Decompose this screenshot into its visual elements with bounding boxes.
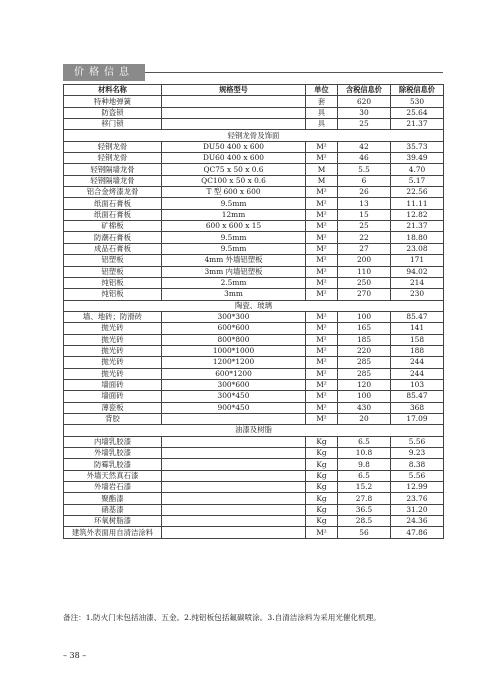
- cell-name: 防盗锁: [64, 107, 162, 118]
- table-row: [64, 493, 444, 504]
- cell-spec: [162, 482, 306, 493]
- cell-name: 墙面砖: [64, 391, 162, 402]
- cell-pretax-price: 8.38: [391, 459, 444, 470]
- cell-pretax-price: 214: [391, 277, 444, 288]
- cell-pretax-price: 22.56: [391, 187, 444, 198]
- cell-pretax-price: 24.36: [391, 516, 444, 527]
- table-row: [64, 436, 444, 447]
- cell-pretax-price: 244: [391, 357, 444, 368]
- cell-name: 矿棉板: [64, 221, 162, 232]
- cell-name: 抛光砖: [64, 345, 162, 356]
- table-row: [64, 141, 444, 152]
- cell-tax-price: 6.5: [338, 470, 391, 481]
- cell-pretax-price: 188: [391, 345, 444, 356]
- cell-spec: 800*800: [162, 334, 306, 345]
- cell-unit: Kg: [306, 459, 338, 470]
- cell-spec: 2.5mm: [162, 277, 306, 288]
- table-row: [64, 289, 444, 300]
- cell-spec: 300*600: [162, 379, 306, 390]
- cell-tax-price: 25: [338, 221, 391, 232]
- cell-unit: M²: [306, 334, 338, 345]
- cell-pretax-price: 11.11: [391, 198, 444, 209]
- table-row: [64, 175, 444, 186]
- cell-tax-price: 110: [338, 266, 391, 277]
- cell-unit: Kg: [306, 436, 338, 447]
- cell-name: 铝合金烤漆龙骨: [64, 187, 162, 198]
- cell-pretax-price: 17.09: [391, 413, 444, 424]
- page-number: – 38 –: [63, 651, 87, 660]
- cell-tax-price: 10.8: [338, 448, 391, 459]
- cell-pretax-price: 9.23: [391, 448, 444, 459]
- cell-name: 防霉乳胶漆: [64, 459, 162, 470]
- cell-tax-price: 120: [338, 379, 391, 390]
- table-row: [64, 516, 444, 527]
- table-row: [64, 198, 444, 209]
- cell-pretax-price: 35.73: [391, 141, 444, 152]
- table-row: [64, 96, 444, 107]
- cell-tax-price: 165: [338, 323, 391, 334]
- table-row: [64, 221, 444, 232]
- cell-unit: M²: [306, 198, 338, 209]
- cell-spec: 9.5mm: [162, 232, 306, 243]
- cell-unit: M²: [306, 153, 338, 164]
- cell-name: 成品石膏板: [64, 243, 162, 254]
- table-row: [64, 266, 444, 277]
- cell-unit: M²: [306, 209, 338, 220]
- cell-unit: Kg: [306, 504, 338, 515]
- cell-spec: [162, 459, 306, 470]
- table-row: [64, 527, 444, 538]
- footnote: 备注：1.防火门未包括油漆、五金。2.纯铝板包括氟碳喷涂。3.自清洁涂料为采用光催化机理。: [63, 613, 381, 622]
- table-row: [64, 107, 444, 118]
- cell-unit: M²: [306, 357, 338, 368]
- cell-spec: [162, 516, 306, 527]
- cell-name: 抛光砖: [64, 334, 162, 345]
- cell-tax-price: 15.2: [338, 482, 391, 493]
- table-body: [64, 96, 444, 538]
- cell-unit: M²: [306, 255, 338, 266]
- table-row: [64, 448, 444, 459]
- cell-spec: [162, 493, 306, 504]
- cell-spec: QC75 x 50 x 0.6: [162, 164, 306, 175]
- cell-unit: M²: [306, 323, 338, 334]
- cell-tax-price: 6.5: [338, 436, 391, 447]
- cell-tax-price: 27.8: [338, 493, 391, 504]
- cell-tax-price: 9.8: [338, 459, 391, 470]
- cell-unit: M²: [306, 368, 338, 379]
- cell-name: 铝塑板: [64, 255, 162, 266]
- section-heading: 油漆及树脂: [64, 425, 444, 436]
- cell-tax-price: 30: [338, 107, 391, 118]
- cell-tax-price: 13: [338, 198, 391, 209]
- cell-name: 外墙天然真石漆: [64, 470, 162, 481]
- cell-unit: M²: [306, 311, 338, 322]
- table-row: [64, 119, 444, 130]
- section-heading: 陶瓷、玻璃: [64, 300, 444, 311]
- cell-spec: 600 x 600 x 15: [162, 221, 306, 232]
- cell-spec: [162, 436, 306, 447]
- cell-pretax-price: 12.99: [391, 482, 444, 493]
- cell-spec: [162, 504, 306, 515]
- cell-unit: M²: [306, 413, 338, 424]
- section-heading-row: [64, 300, 444, 311]
- cell-unit: M²: [306, 277, 338, 288]
- cell-pretax-price: 85.47: [391, 311, 444, 322]
- cell-tax-price: 200: [338, 255, 391, 266]
- cell-spec: [162, 448, 306, 459]
- cell-unit: M: [306, 164, 338, 175]
- cell-pretax-price: 4.70: [391, 164, 444, 175]
- cell-unit: 具: [306, 107, 338, 118]
- cell-pretax-price: 368: [391, 402, 444, 413]
- cell-unit: M²: [306, 379, 338, 390]
- cell-name: 特种地弹簧: [64, 96, 162, 107]
- cell-unit: M²: [306, 187, 338, 198]
- cell-tax-price: 26: [338, 187, 391, 198]
- cell-tax-price: 430: [338, 402, 391, 413]
- table-row: [64, 323, 444, 334]
- cell-unit: M²: [306, 391, 338, 402]
- cell-tax-price: 100: [338, 391, 391, 402]
- cell-unit: Kg: [306, 448, 338, 459]
- cell-pretax-price: 47.86: [391, 527, 444, 538]
- cell-pretax-price: 158: [391, 334, 444, 345]
- cell-name: 轻钢隔墙龙骨: [64, 175, 162, 186]
- cell-pretax-price: 5.56: [391, 470, 444, 481]
- cell-pretax-price: 171: [391, 255, 444, 266]
- cell-spec: [162, 527, 306, 538]
- cell-spec: [162, 96, 306, 107]
- cell-tax-price: 5.5: [338, 164, 391, 175]
- column-header-name: 材料名称: [64, 85, 162, 96]
- column-header-unit: 单位: [306, 85, 338, 96]
- cell-unit: M: [306, 175, 338, 186]
- cell-spec: [162, 119, 306, 130]
- cell-pretax-price: 103: [391, 379, 444, 390]
- cell-tax-price: 6: [338, 175, 391, 186]
- section-title: 价格信息: [74, 67, 134, 78]
- cell-spec: 12mm: [162, 209, 306, 220]
- header-divider: [145, 72, 443, 73]
- cell-pretax-price: 230: [391, 289, 444, 300]
- cell-name: 墙面砖: [64, 379, 162, 390]
- cell-name: 铝塑板: [64, 266, 162, 277]
- cell-name: 硝基漆: [64, 504, 162, 515]
- cell-pretax-price: 31.20: [391, 504, 444, 515]
- cell-name: 轻钢龙骨: [64, 153, 162, 164]
- cell-name: 外墙岩石漆: [64, 482, 162, 493]
- cell-pretax-price: 21.37: [391, 221, 444, 232]
- cell-spec: DU50 400 x 600: [162, 141, 306, 152]
- cell-tax-price: 20: [338, 413, 391, 424]
- cell-name: 纸面石膏板: [64, 198, 162, 209]
- cell-pretax-price: 12.82: [391, 209, 444, 220]
- cell-spec: 9.5mm: [162, 198, 306, 209]
- cell-unit: Kg: [306, 493, 338, 504]
- table-row: [64, 470, 444, 481]
- cell-spec: [162, 470, 306, 481]
- table-row: [64, 482, 444, 493]
- cell-spec: 900*450: [162, 402, 306, 413]
- cell-pretax-price: 5.56: [391, 436, 444, 447]
- section-heading-row: [64, 130, 444, 141]
- cell-unit: M²: [306, 141, 338, 152]
- cell-unit: M²: [306, 221, 338, 232]
- table-row: [64, 187, 444, 198]
- cell-spec: DU60 400 x 600: [162, 153, 306, 164]
- table-row: [64, 402, 444, 413]
- cell-spec: 4mm 外墙铝塑板: [162, 255, 306, 266]
- cell-pretax-price: 18.80: [391, 232, 444, 243]
- cell-tax-price: 285: [338, 368, 391, 379]
- cell-tax-price: 27: [338, 243, 391, 254]
- cell-spec: T 型 600 x 600: [162, 187, 306, 198]
- cell-spec: 600*1200: [162, 368, 306, 379]
- cell-tax-price: 185: [338, 334, 391, 345]
- cell-spec: 3mm 内墙铝塑板: [162, 266, 306, 277]
- cell-name: 环氧树脂漆: [64, 516, 162, 527]
- table-row: [64, 368, 444, 379]
- cell-name: 抛光砖: [64, 357, 162, 368]
- table-row: [64, 209, 444, 220]
- table-row: [64, 334, 444, 345]
- table-row: [64, 243, 444, 254]
- cell-tax-price: 100: [338, 311, 391, 322]
- cell-pretax-price: 141: [391, 323, 444, 334]
- cell-name: 抛光砖: [64, 323, 162, 334]
- column-header-spec: 规格型号: [162, 85, 306, 96]
- cell-tax-price: 270: [338, 289, 391, 300]
- cell-spec: [162, 107, 306, 118]
- cell-name: 聚酯漆: [64, 493, 162, 504]
- cell-unit: M²: [306, 402, 338, 413]
- cell-unit: 套: [306, 96, 338, 107]
- cell-spec: 600*600: [162, 323, 306, 334]
- cell-unit: M²: [306, 527, 338, 538]
- cell-name: 内墙乳胶漆: [64, 436, 162, 447]
- table-row: [64, 413, 444, 424]
- cell-tax-price: 620: [338, 96, 391, 107]
- cell-unit: Kg: [306, 516, 338, 527]
- cell-name: 纸面石膏板: [64, 209, 162, 220]
- cell-name: 建筑外表面用自清洁涂料: [64, 527, 162, 538]
- cell-spec: 3mm: [162, 289, 306, 300]
- cell-tax-price: 56: [338, 527, 391, 538]
- table-row: [64, 504, 444, 515]
- table-header-row: [64, 85, 444, 96]
- table-row: [64, 357, 444, 368]
- table-row: [64, 345, 444, 356]
- table-row: [64, 391, 444, 402]
- cell-name: 纯铝板: [64, 289, 162, 300]
- cell-tax-price: 36.5: [338, 504, 391, 515]
- cell-pretax-price: 23.76: [391, 493, 444, 504]
- table-row: [64, 153, 444, 164]
- section-heading-row: [64, 425, 444, 436]
- table-row: [64, 232, 444, 243]
- cell-tax-price: 15: [338, 209, 391, 220]
- cell-tax-price: 46: [338, 153, 391, 164]
- cell-name: 防潮石膏板: [64, 232, 162, 243]
- cell-spec: [162, 413, 306, 424]
- cell-name: 外墙乳胶漆: [64, 448, 162, 459]
- table-row: [64, 311, 444, 322]
- section-header: [63, 64, 145, 81]
- price-table: [63, 84, 444, 539]
- cell-pretax-price: 5.17: [391, 175, 444, 186]
- cell-name: 墙、地砖；防滑砖: [64, 311, 162, 322]
- cell-name: 薄瓷板: [64, 402, 162, 413]
- cell-unit: Kg: [306, 470, 338, 481]
- section-heading: 轻钢龙骨及饰面: [64, 130, 444, 141]
- cell-tax-price: 250: [338, 277, 391, 288]
- cell-unit: 具: [306, 119, 338, 130]
- cell-tax-price: 22: [338, 232, 391, 243]
- cell-tax-price: 220: [338, 345, 391, 356]
- cell-spec: 300*300: [162, 311, 306, 322]
- cell-unit: M²: [306, 243, 338, 254]
- cell-unit: M²: [306, 266, 338, 277]
- cell-pretax-price: 244: [391, 368, 444, 379]
- cell-pretax-price: 94.02: [391, 266, 444, 277]
- cell-tax-price: 25: [338, 119, 391, 130]
- cell-unit: M²: [306, 232, 338, 243]
- cell-spec: QC100 x 50 x 0.6: [162, 175, 306, 186]
- cell-spec: 1200*1200: [162, 357, 306, 368]
- cell-pretax-price: 530: [391, 96, 444, 107]
- cell-tax-price: 42: [338, 141, 391, 152]
- cell-pretax-price: 23.08: [391, 243, 444, 254]
- cell-spec: 1000*1000: [162, 345, 306, 356]
- table-row: [64, 379, 444, 390]
- cell-tax-price: 28.5: [338, 516, 391, 527]
- column-header-tax-price: 含税信息价: [338, 85, 391, 96]
- cell-name: 背胶: [64, 413, 162, 424]
- cell-spec: 9.5mm: [162, 243, 306, 254]
- cell-name: 轻钢隔墙龙骨: [64, 164, 162, 175]
- table-row: [64, 459, 444, 470]
- cell-pretax-price: 25.64: [391, 107, 444, 118]
- table-row: [64, 255, 444, 266]
- cell-pretax-price: 21.37: [391, 119, 444, 130]
- cell-pretax-price: 85.47: [391, 391, 444, 402]
- table-row: [64, 277, 444, 288]
- cell-tax-price: 285: [338, 357, 391, 368]
- table-row: [64, 164, 444, 175]
- cell-name: 抛光砖: [64, 368, 162, 379]
- cell-unit: M²: [306, 289, 338, 300]
- cell-name: 移门锁: [64, 119, 162, 130]
- cell-name: 纯铝板: [64, 277, 162, 288]
- cell-unit: Kg: [306, 482, 338, 493]
- cell-name: 轻钢龙骨: [64, 141, 162, 152]
- cell-pretax-price: 39.49: [391, 153, 444, 164]
- cell-spec: 300*450: [162, 391, 306, 402]
- cell-unit: M²: [306, 345, 338, 356]
- column-header-pretax-price: 除税信息价: [391, 85, 444, 96]
